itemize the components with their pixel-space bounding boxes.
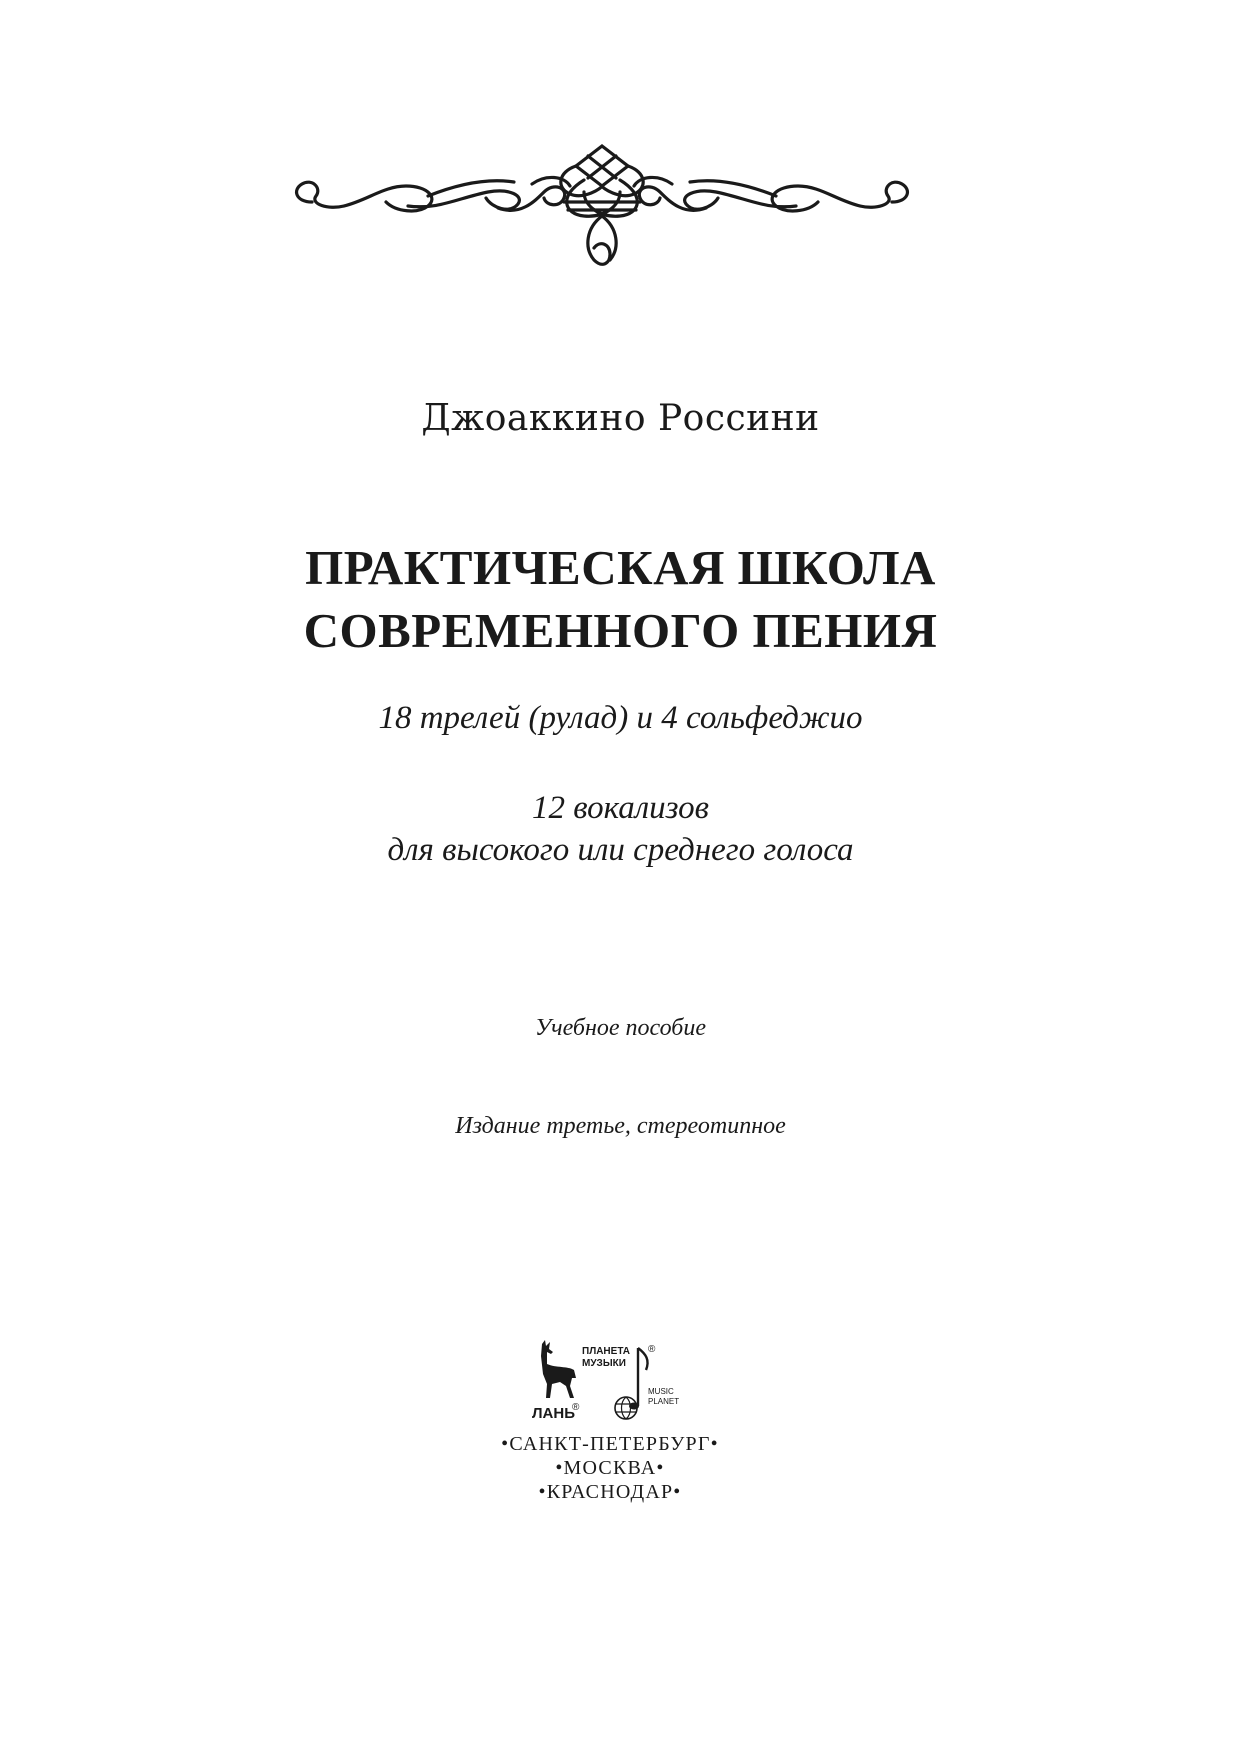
city-line: •САНКТ-ПЕТЕРБУРГ• xyxy=(501,1433,719,1455)
book-title xyxy=(0,536,1241,662)
subtitle-vocalises xyxy=(0,787,1241,871)
edition-type: Учебное пособие xyxy=(534,1015,707,1041)
title-line: СОВРЕМЕННОГО ПЕНИЯ xyxy=(303,603,938,658)
svg-text:ЛАНЬ: ЛАНЬ xyxy=(532,1405,575,1422)
svg-text:®: ® xyxy=(648,1344,656,1355)
publisher-logo xyxy=(526,1340,696,1424)
ornament-flourish-icon xyxy=(288,136,916,276)
svg-text:MUSIC: MUSIC xyxy=(648,1387,674,1396)
svg-text:®: ® xyxy=(572,1402,580,1413)
author-name: Джоаккино Россини xyxy=(421,398,820,439)
publisher-cities xyxy=(480,1432,740,1504)
deer-icon xyxy=(541,1340,576,1398)
svg-text:МУЗЫКИ: МУЗЫКИ xyxy=(582,1358,626,1369)
edition-note: Издание третье, стереотипное xyxy=(455,1113,786,1139)
svg-text:ПЛАНЕТА: ПЛАНЕТА xyxy=(582,1346,631,1357)
title-line: ПРАКТИЧЕСКАЯ ШКОЛА xyxy=(305,540,936,595)
subtitle-trills: 18 трелей (рулад) и 4 сольфеджио xyxy=(378,700,863,736)
subtitle-line: для высокого или среднего голоса xyxy=(387,832,854,868)
subtitle-line: 12 вокализов xyxy=(532,790,709,826)
svg-text:PLANET: PLANET xyxy=(648,1397,680,1406)
city-line: •КРАСНОДАР• xyxy=(538,1481,682,1503)
publisher-imprint xyxy=(480,1340,740,1512)
city-line: •МОСКВА• xyxy=(555,1457,665,1479)
